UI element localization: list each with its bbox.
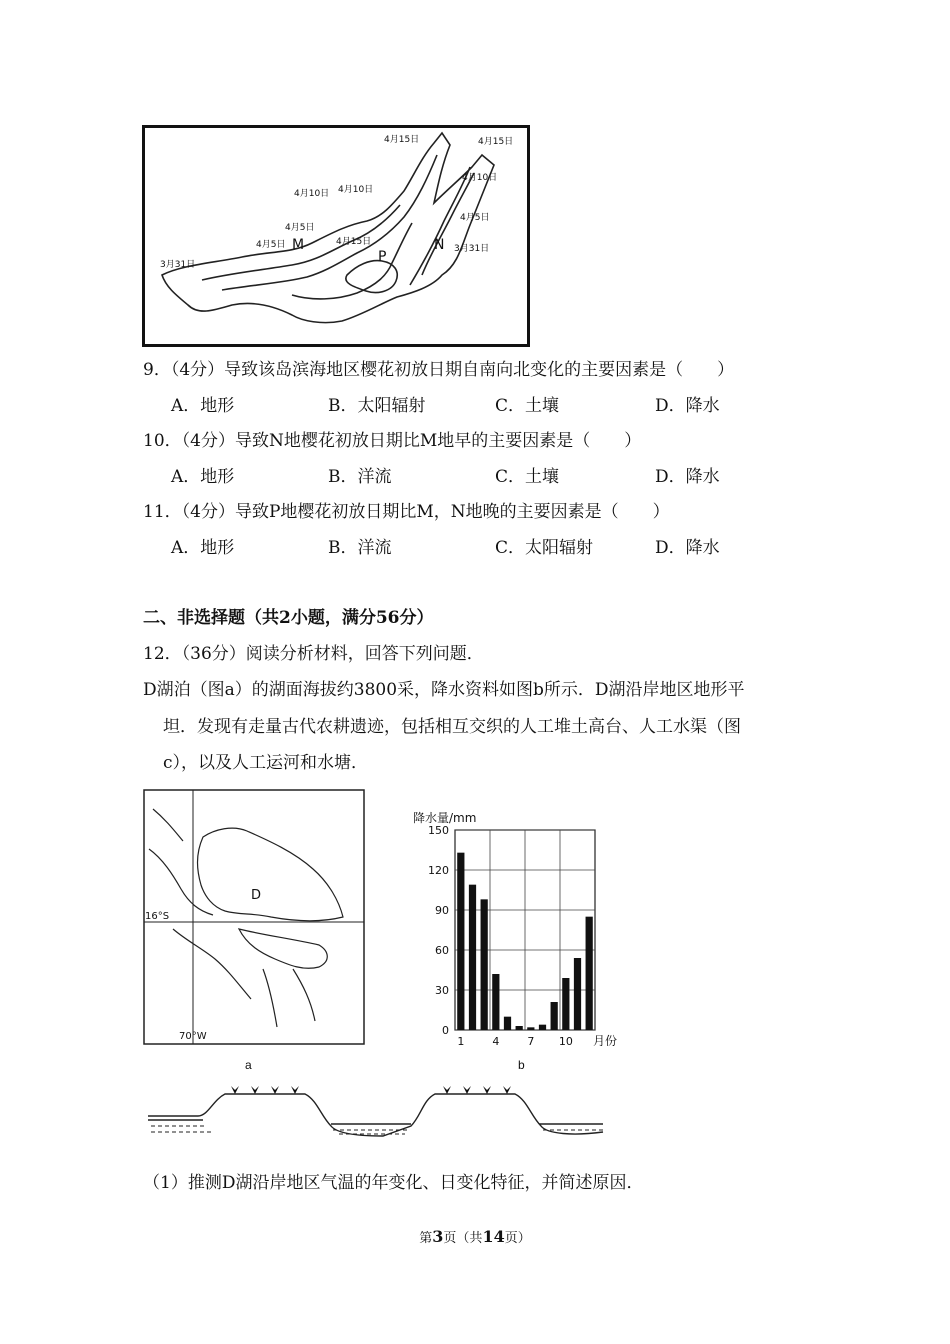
- chart-ytick-label: 90: [435, 904, 449, 917]
- question-11-option-d: D．降水: [655, 538, 720, 558]
- map-label: 4月15日: [384, 135, 420, 145]
- question-10-stem: 10．（4分）导致N地樱花初放日期比M地早的主要因素是（ ）: [143, 431, 642, 451]
- chart-bar: [492, 974, 499, 1030]
- question-9-option-d: D．降水: [655, 396, 720, 416]
- section-2-heading: 二、非选择题（共2小题，满分56分）: [143, 608, 434, 628]
- page-footer: [0, 1227, 950, 1246]
- chart-bar: [457, 853, 464, 1030]
- footer-mid: 页（共: [443, 1231, 483, 1246]
- question-10-option-d: D．降水: [655, 467, 720, 487]
- chart-bar: [504, 1017, 511, 1030]
- chart-xtick-label: 7: [527, 1035, 535, 1048]
- map-label: 4月10日: [338, 185, 374, 195]
- material-line-3: c），以及人工运河和水塘．: [163, 753, 369, 773]
- chart-xtick-label: 10: [558, 1035, 573, 1048]
- chart-ytick-label: 30: [435, 984, 449, 997]
- crop-icon: [463, 1086, 471, 1094]
- footer-page-number: 3: [432, 1227, 444, 1246]
- footer-pre: 第: [419, 1231, 433, 1246]
- question-10-option-c: C．土壤: [495, 467, 560, 487]
- chart-bar: [516, 1026, 523, 1030]
- footer-post: 页）: [504, 1231, 531, 1246]
- point-p-label: P: [378, 249, 387, 265]
- chart-xlabel: 月份: [593, 1034, 618, 1048]
- map-frame: [144, 127, 529, 346]
- chart-bar: [481, 899, 488, 1030]
- lon-label: 70°W: [179, 1031, 207, 1042]
- map-a-frame: [144, 790, 364, 1044]
- chart-bar: [469, 885, 476, 1030]
- crop-icon: [251, 1086, 259, 1094]
- map-label: 4月5日: [256, 240, 286, 250]
- point-n-label: N: [434, 237, 445, 253]
- map-label: 4月5日: [285, 223, 315, 233]
- chart-bar: [574, 958, 581, 1030]
- chart-ytick-label: 150: [428, 824, 449, 837]
- material-line-2: 坦．发现有走量古代农耕遗迹，包括相互交织的人工堆土高台、人工水渠（图: [163, 717, 741, 737]
- chart-bar: [539, 1025, 546, 1030]
- lat-label: 16°S: [145, 911, 170, 922]
- chart-bar: [562, 978, 569, 1030]
- map-a-caption: a: [245, 1058, 252, 1072]
- chart-bar: [527, 1027, 534, 1030]
- question-12-stem: 12．（36分）阅读分析材料，回答下列问题．: [143, 644, 484, 664]
- map-label: 4月15日: [478, 137, 514, 147]
- sakura-bloom-map: [142, 125, 530, 347]
- question-9-option-b: B．太阳辐射: [328, 396, 426, 416]
- chart-ytick-label: 120: [428, 864, 449, 877]
- map-label: 3月31日: [160, 260, 196, 270]
- material-line-1: D湖泊（图a）的湖面海拔约3800采，降水资料如图b所示．D湖沿岸地区地形平: [143, 680, 745, 700]
- question-9-option-a: A．地形: [171, 396, 235, 416]
- crop-icon: [271, 1086, 279, 1094]
- question-9-option-c: C．土壤: [495, 396, 560, 416]
- chart-bar: [586, 917, 593, 1030]
- lake-map-a: [143, 789, 365, 1045]
- chart-bar: [551, 1002, 558, 1030]
- point-m-label: M: [292, 237, 305, 253]
- question-11-stem: 11．（4分）导致P地樱花初放日期比M，N地晚的主要因素是（ ）: [143, 502, 670, 522]
- chart-ylabel: 降水量/mm: [413, 811, 477, 825]
- crop-icon: [291, 1086, 299, 1094]
- chart-b-caption: b: [518, 1058, 525, 1072]
- lake-d-label: D: [251, 888, 262, 903]
- chart-ytick-label: 0: [442, 1024, 449, 1037]
- chart-xtick-label: 4: [492, 1035, 500, 1048]
- map-label: 4月10日: [462, 173, 498, 183]
- question-11-option-b: B．洋流: [328, 538, 392, 558]
- question-9-stem: 9．（4分）导致该岛滨海地区樱花初放日期自南向北变化的主要因素是（ ）: [143, 360, 735, 380]
- question-11-option-c: C．太阳辐射: [495, 538, 594, 558]
- question-10-option-b: B．洋流: [328, 467, 392, 487]
- crop-icon: [231, 1086, 239, 1094]
- crop-icon: [483, 1086, 491, 1094]
- chart-xtick-label: 1: [457, 1035, 465, 1048]
- precipitation-chart-b: [395, 806, 627, 1056]
- map-label: 4月10日: [294, 189, 330, 199]
- question-11-option-a: A．地形: [171, 538, 235, 558]
- crop-icon: [443, 1086, 451, 1094]
- crop-icon: [503, 1086, 511, 1094]
- footer-total-pages: 14: [482, 1227, 505, 1246]
- raised-field-diagram-c: [143, 1080, 608, 1150]
- question-10-option-a: A．地形: [171, 467, 235, 487]
- sub-question-1: （1）推测D湖沿岸地区气温的年变化、日变化特征，并简述原因．: [143, 1173, 644, 1193]
- map-label: 4月15日: [336, 237, 372, 247]
- map-label: 3月31日: [454, 244, 490, 254]
- chart-ytick-label: 60: [435, 944, 449, 957]
- map-label: 4月5日: [460, 213, 490, 223]
